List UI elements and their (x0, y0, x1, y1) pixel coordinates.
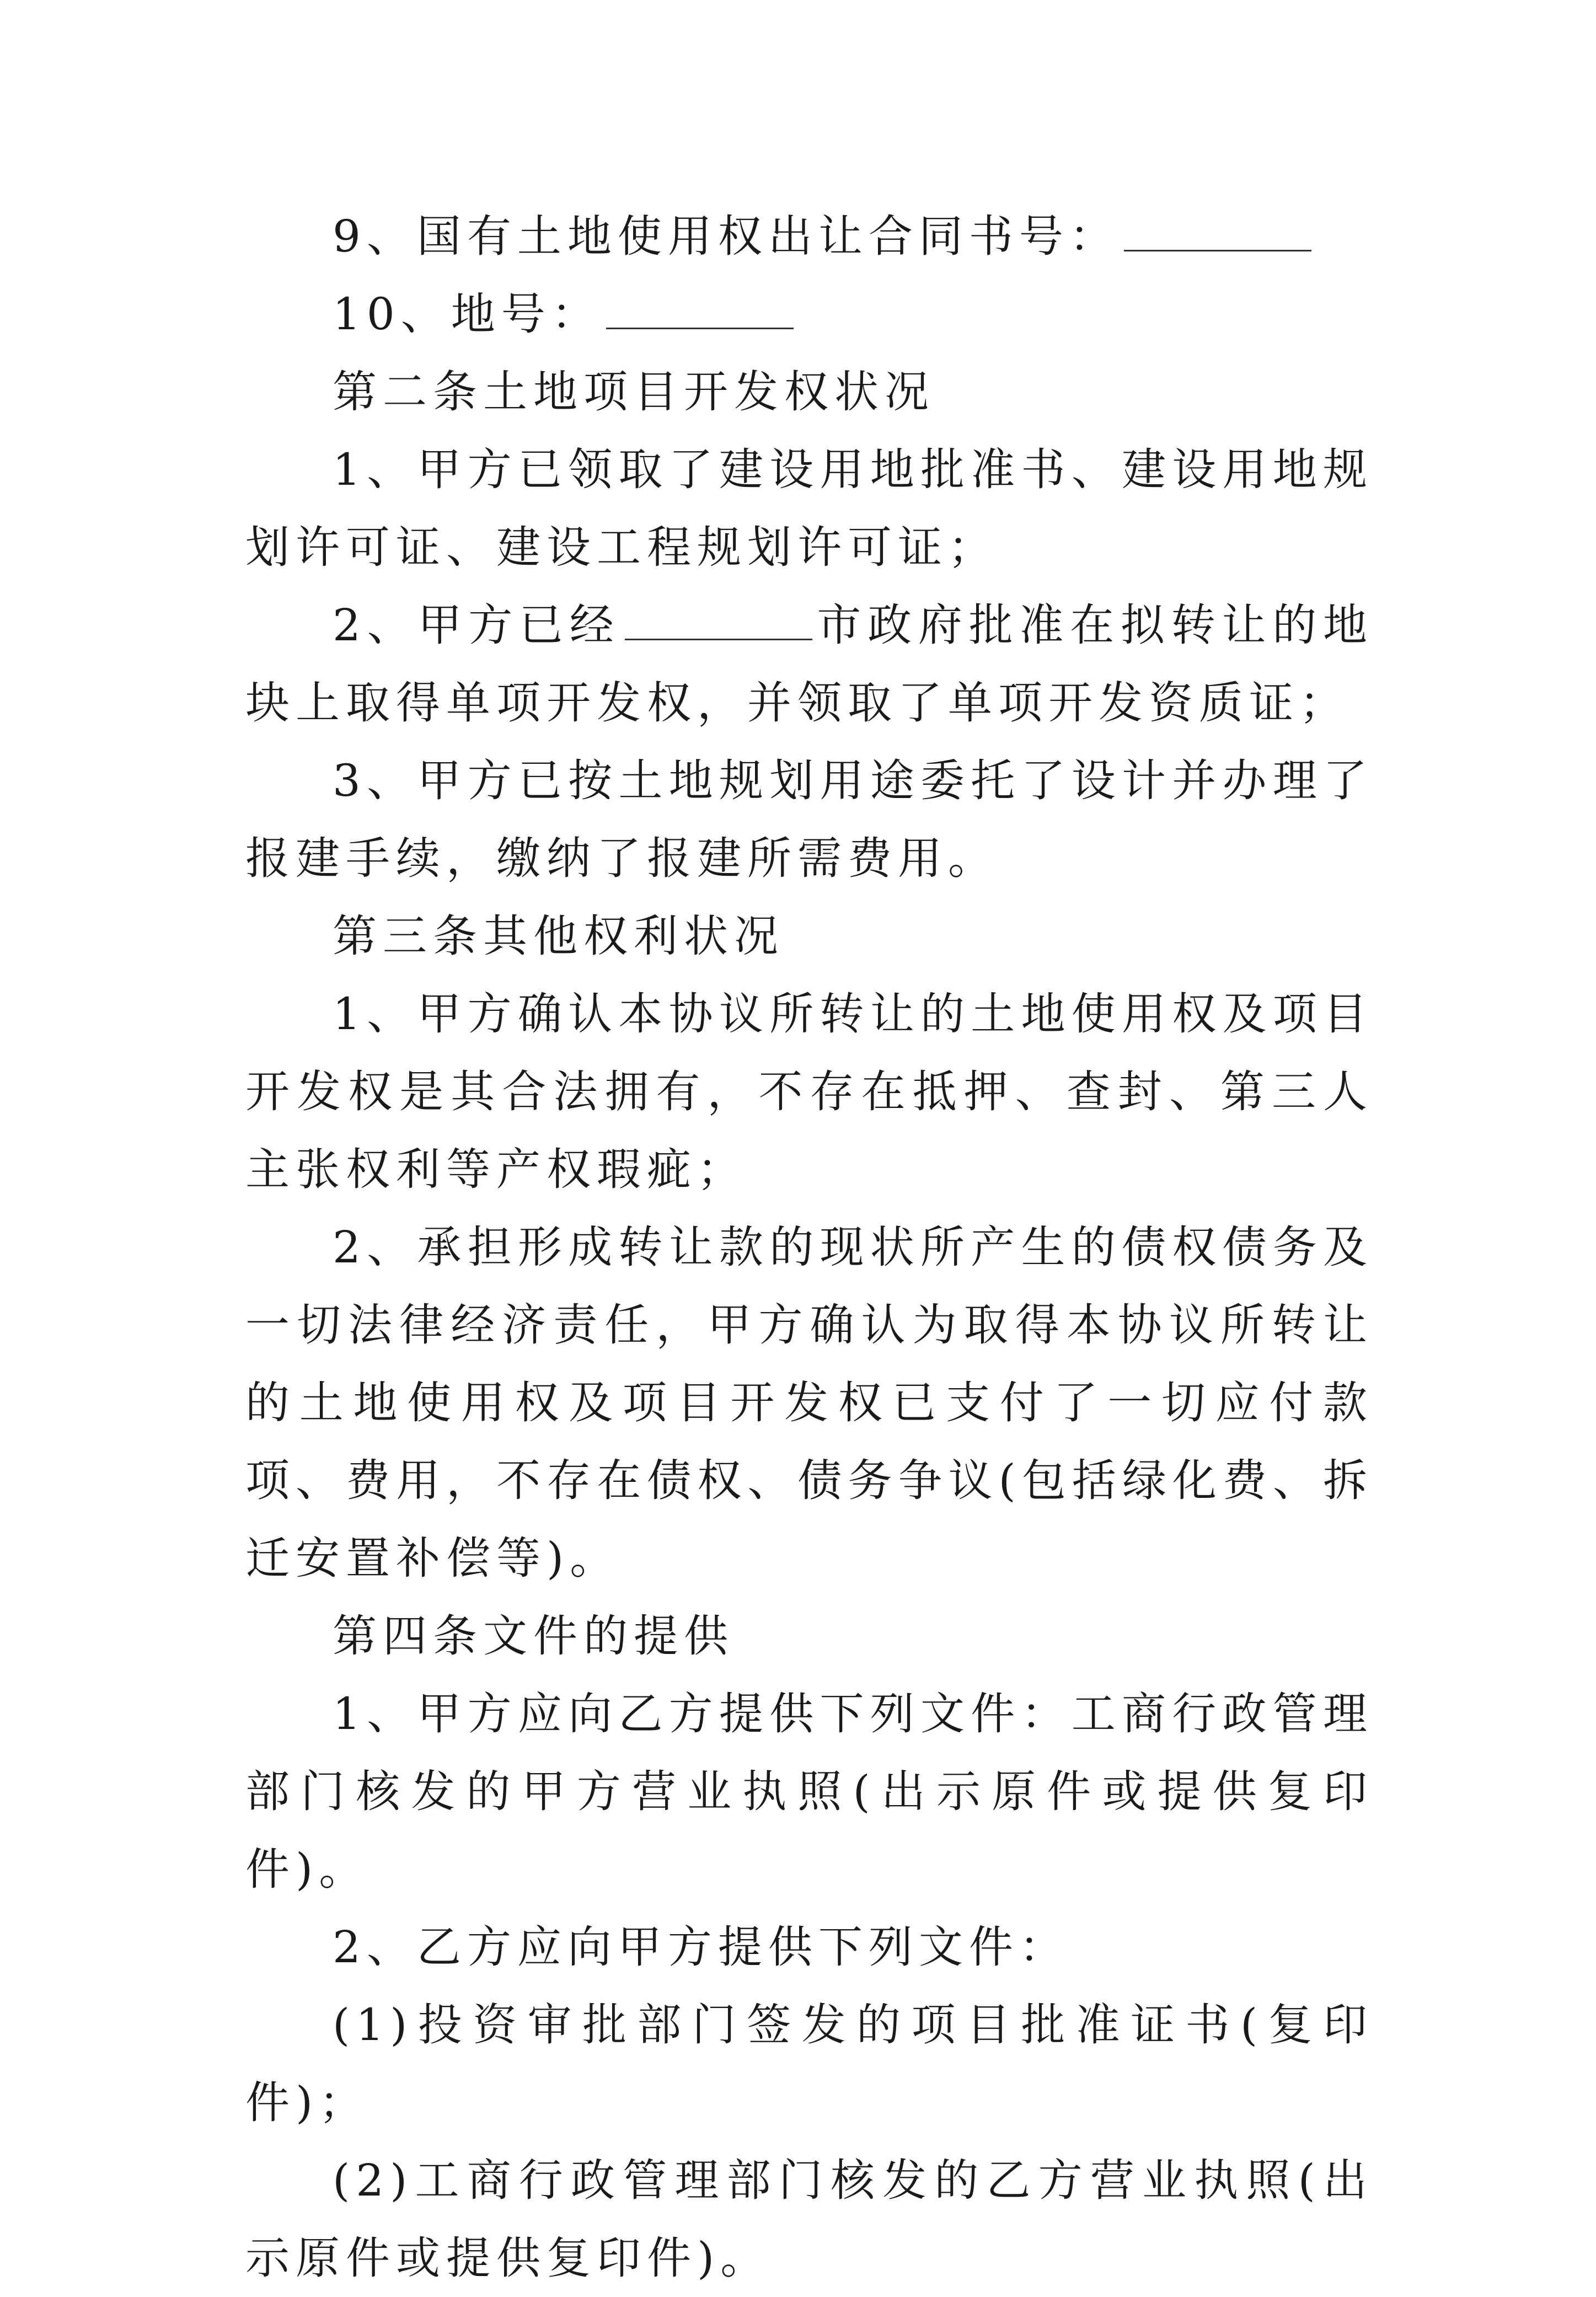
article-3-paragraph-2: 2、承担形成转让款的现状所产生的债权债务及一切法律经济责任，甲方确认为取得本协议所转让的土地使用权及项目开发权已支付了一切应付款项、费用，不存在债权、债务争议(包括绿化费、拆迁安置补偿等)。 (245, 1222, 1373, 1584)
article-2-heading: 第二条土地项目开发权状况 (333, 366, 935, 417)
article-4-subitem-2: (2)工商行政管理部门核发的乙方营业执照(出示原件或提供复印件)。 (245, 2155, 1373, 2284)
item-10-label: 10、地号： (333, 288, 602, 340)
article-4-heading: 第四条文件的提供 (333, 1610, 734, 1662)
item-10-blank (606, 293, 794, 329)
item-10 (245, 275, 1373, 353)
article-2-paragraph-2-end: 市政府批准在拟转让的地块上取得单项开发权，并领取了单项开发资质证； (245, 599, 1374, 729)
article-3-heading: 第三条其他权利状况 (333, 911, 784, 962)
article-4-paragraph-2: 2、乙方应向甲方提供下列文件： (333, 1921, 1069, 1973)
article-4-paragraph-1: 1、甲方应向乙方提供下列文件：工商行政管理部门核发的甲方营业执照(出示原件或提供复印件)。 (245, 1688, 1373, 1895)
article-2-paragraph-2 (245, 586, 1373, 742)
article-4-subitem-1: (1)投资审批部门签发的项目批准证书(复印件)； (245, 1999, 1373, 2128)
article-3-paragraph-1: 1、甲方确认本协议所转让的土地使用权及项目开发权是其合法拥有，不存在抵押、查封、第三人主张权利等产权瑕疵； (245, 988, 1373, 1195)
item-9 (245, 197, 1373, 275)
item-9-blank (1124, 216, 1311, 251)
article-2-paragraph-2-start: 2、甲方已经 (333, 599, 620, 651)
article-2-paragraph-1: 1、甲方已领取了建设用地批准书、建设用地规划许可证、建设工程规划许可证； (245, 444, 1373, 573)
document-body (245, 197, 1373, 2297)
city-blank (625, 604, 812, 640)
item-9-label: 9、国有土地使用权出让合同书号： (333, 211, 1120, 262)
article-2-paragraph-3: 3、甲方已按土地规划用途委托了设计并办理了报建手续，缴纳了报建所需费用。 (245, 755, 1373, 884)
